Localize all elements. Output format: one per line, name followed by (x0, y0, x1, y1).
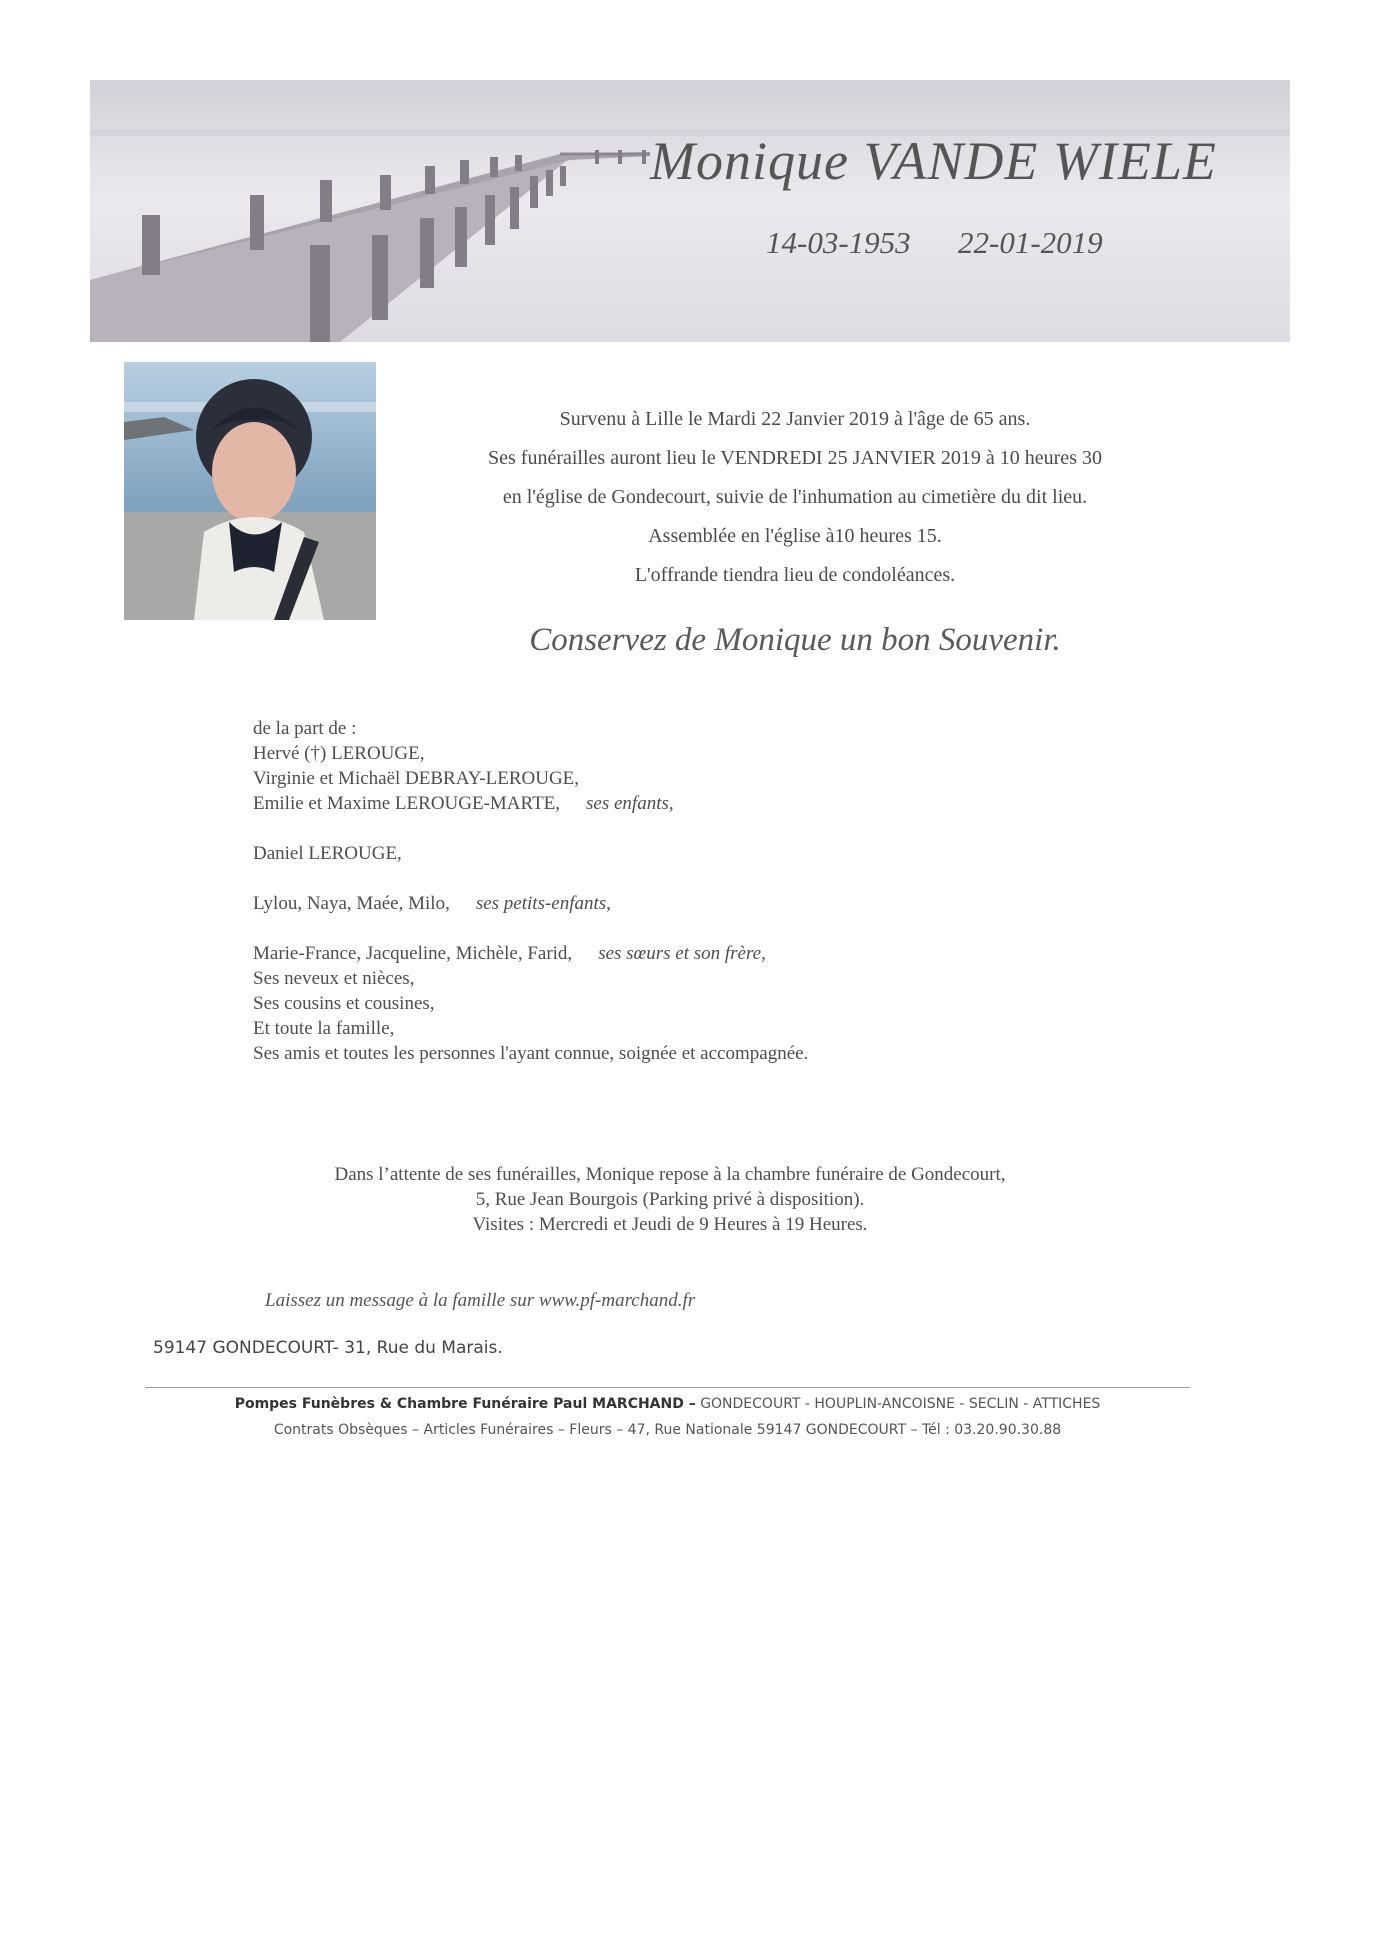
notice-line: Assemblée en l'église à10 heures 15. (648, 525, 942, 547)
remembrance-phrase: Conservez de Monique un bon Souvenir. (529, 622, 1061, 658)
online-message: Laissez un message à la famille sur www.pf-marchand.fr (265, 1290, 696, 1311)
death-notice (400, 400, 1190, 595)
family-list (253, 716, 808, 1066)
family-grandchildren-row (253, 891, 808, 916)
wake-info (240, 1162, 1100, 1237)
grandchildren-relation: ses petits-enfants, (475, 893, 611, 914)
notice-line: Ses funérailles auront lieu le VENDREDI 25 JANVIER 2019 à 10 heures 30 (488, 447, 1102, 469)
footer-towns: GONDECOURT - HOUPLIN-ANCOISNE - SECLIN - ATTICHES (700, 1396, 1101, 1412)
family-friends: Ses amis et toutes les personnes l'ayant connue, soignée et accompagnée. (253, 1043, 809, 1064)
family-siblings-row (253, 941, 808, 966)
deceased-name: Monique VANDE WIELE (650, 131, 1217, 191)
header-banner (90, 80, 1290, 342)
siblings-relation: ses sœurs et son frère, (598, 943, 766, 964)
family-siblings: Marie-France, Jacqueline, Michèle, Farid, (253, 943, 573, 964)
portrait-photo (124, 362, 376, 620)
family-children-row (253, 791, 808, 816)
footer-line-1 (145, 1391, 1190, 1417)
family-grandchildren: Lylou, Naya, Maée, Milo, (253, 893, 450, 914)
family-intro: de la part de : (253, 718, 357, 739)
wake-line: 5, Rue Jean Bourgois (Parking privé à disposition). (475, 1189, 865, 1210)
notice-line: Survenu à Lille le Mardi 22 Janvier 2019 à l'âge de 65 ans. (559, 408, 1031, 430)
divider (145, 1387, 1190, 1388)
footer (145, 1391, 1190, 1443)
birth-date: 14-03-1953 (766, 225, 911, 260)
notice-line: en l'église de Gondecourt, suivie de l'inhumation au cimetière du dit lieu. (502, 486, 1088, 508)
footer-services: Contrats Obsèques – Articles Funéraires – Fleurs – 47, Rue Nationale 59147 GONDECOURT – Tél : 03.20.90.30.88 (273, 1422, 1062, 1438)
family-all: Et toute la famille, (253, 1018, 395, 1039)
family-other: Daniel LEROUGE, (253, 843, 402, 864)
death-date: 22-01-2019 (958, 225, 1103, 260)
children-relation: ses enfants, (586, 793, 674, 814)
footer-company: Pompes Funèbres & Chambre Funéraire Paul MARCHAND – (234, 1396, 696, 1412)
notice-line: L'offrande tiendra lieu de condoléances. (634, 564, 956, 586)
family-spouse: Hervé (†) LEROUGE, (253, 743, 425, 764)
family-nephews: Ses neveux et nièces, (253, 968, 415, 989)
family-children-1: Virginie et Michaël DEBRAY-LEROUGE, (253, 768, 580, 789)
wake-line: Visites : Mercredi et Jeudi de 9 Heures à 19 Heures. (472, 1214, 868, 1235)
family-children-2: Emilie et Maxime LEROUGE-MARTE, (253, 793, 561, 814)
pier-illustration (90, 80, 1290, 342)
address-line: 59147 GONDECOURT- 31, Rue du Marais. (153, 1338, 503, 1358)
wake-line: Dans l’attente de ses funérailles, Monique repose à la chambre funéraire de Gondecourt, (334, 1164, 1006, 1185)
family-cousins: Ses cousins et cousines, (253, 993, 435, 1014)
